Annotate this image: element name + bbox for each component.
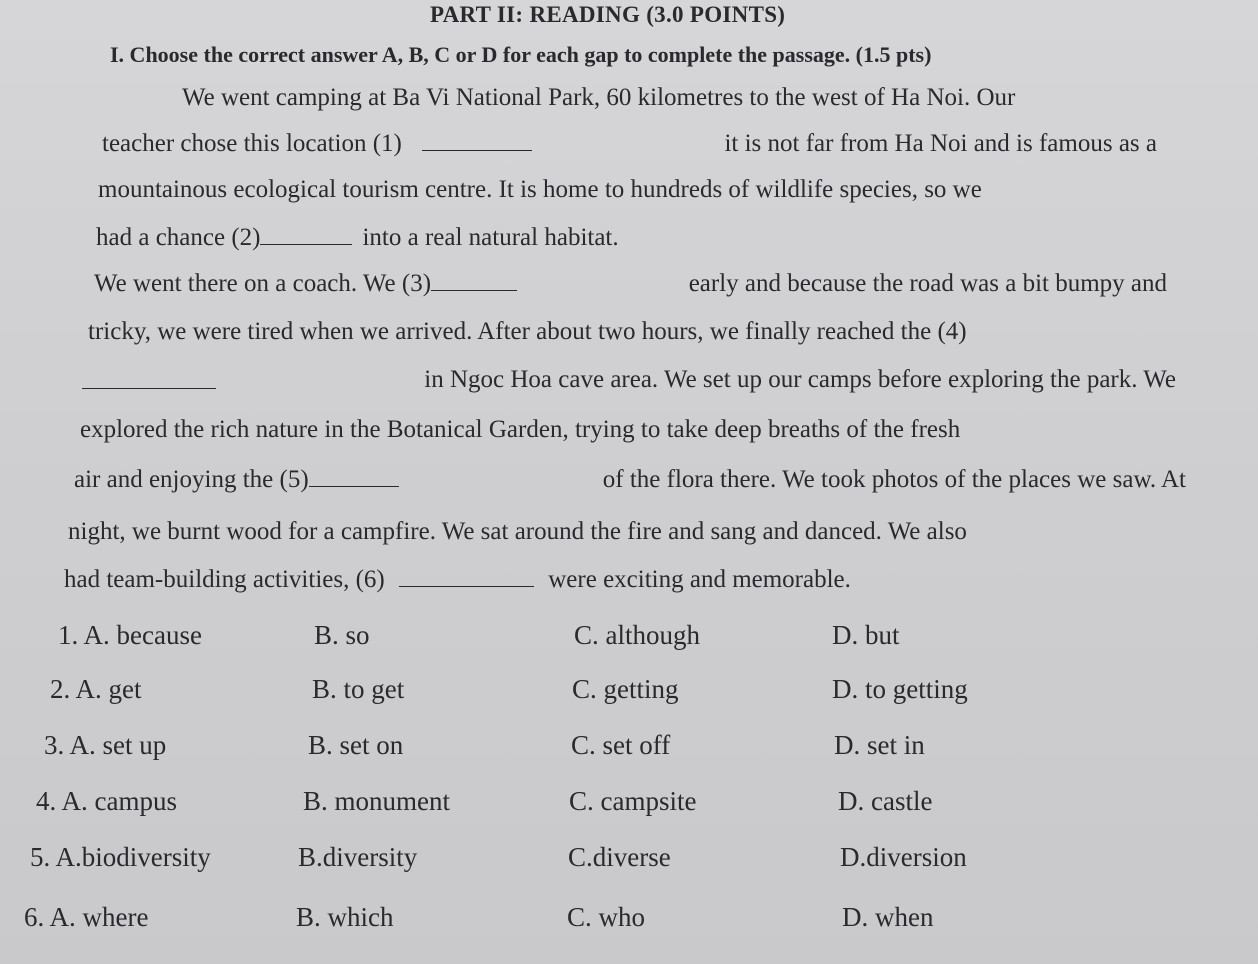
gap-3-blank: [431, 272, 517, 291]
option-d[interactable]: D.diversion: [840, 842, 967, 872]
option-d[interactable]: D. when: [842, 902, 934, 932]
passage-text: had team-building activities, (6): [64, 566, 385, 593]
passage-line: [64, 566, 851, 594]
passage-text: teacher chose this location (1): [102, 130, 402, 157]
passage-line: night, we burnt wood for a campfire. We sat around the fire and sang and danced. We also: [68, 518, 967, 545]
option-c[interactable]: C. who: [567, 902, 646, 932]
option-a[interactable]: 2. A. get: [50, 674, 142, 704]
passage-text: were exciting and memorable.: [548, 566, 851, 593]
gap-4-blank: [82, 370, 216, 389]
passage-text: in Ngoc Hoa cave area. We set up our camps before exploring the park. We: [424, 366, 1176, 393]
option-b[interactable]: B. so: [314, 620, 370, 650]
option-a[interactable]: 6. A. where: [24, 902, 149, 932]
gap-1-blank: [422, 132, 532, 151]
option-d[interactable]: D. set in: [834, 730, 925, 760]
option-c[interactable]: C. getting: [572, 674, 679, 704]
passage-text: air and enjoying the (5): [74, 466, 309, 493]
option-c[interactable]: C.diverse: [568, 842, 671, 872]
passage-line: [102, 130, 1157, 158]
option-d[interactable]: D. but: [832, 620, 900, 650]
passage-text: had a chance (2): [96, 224, 261, 251]
option-b[interactable]: B.diversity: [298, 842, 418, 872]
passage-text: it is not far from Ha Noi and is famous as a: [724, 130, 1157, 157]
passage-line: tricky, we were tired when we arrived. After about two hours, we finally reached the (4): [88, 318, 967, 345]
option-c[interactable]: C. although: [574, 620, 700, 650]
passage-line: [96, 224, 619, 252]
option-b[interactable]: B. monument: [303, 786, 450, 816]
passage-text: into a real natural habitat.: [362, 224, 619, 251]
option-b[interactable]: B. set on: [308, 730, 404, 760]
option-b[interactable]: B. to get: [312, 674, 405, 704]
gap-5-blank: [309, 468, 399, 487]
passage-line: We went camping at Ba Vi National Park, 60 kilometres to the west of Ha Noi. Our: [182, 84, 1016, 111]
passage-text: We went there on a coach. We (3): [94, 270, 432, 297]
option-d[interactable]: D. castle: [838, 786, 933, 816]
option-a[interactable]: 1. A. because: [58, 620, 202, 650]
option-a[interactable]: 3. A. set up: [44, 730, 167, 760]
gap-2-blank: [260, 226, 352, 245]
option-a[interactable]: 4. A. campus: [36, 786, 177, 816]
part-title: PART II: READING (3.0 POINTS): [430, 2, 786, 27]
passage-text: early and because the road was a bit bumpy and: [688, 270, 1167, 297]
passage-line: [74, 466, 1186, 494]
option-c[interactable]: C. campsite: [569, 786, 697, 816]
gap-6-blank: [399, 568, 534, 587]
passage-line: [82, 366, 1176, 394]
passage-text: of the flora there. We took photos of the places we saw. At: [602, 466, 1186, 493]
option-c[interactable]: C. set off: [571, 730, 671, 760]
option-a[interactable]: 5. A.biodiversity: [30, 842, 211, 872]
passage-line: explored the rich nature in the Botanical Garden, trying to take deep breaths of the fresh: [80, 416, 961, 443]
option-d[interactable]: D. to getting: [832, 674, 968, 704]
option-b[interactable]: B. which: [296, 902, 394, 932]
instruction: I. Choose the correct answer A, B, C or D for each gap to complete the passage. (1.5 pts): [110, 42, 932, 67]
passage-line: mountainous ecological tourism centre. It is home to hundreds of wildlife species, so we: [98, 176, 982, 203]
passage-line: [94, 270, 1167, 298]
